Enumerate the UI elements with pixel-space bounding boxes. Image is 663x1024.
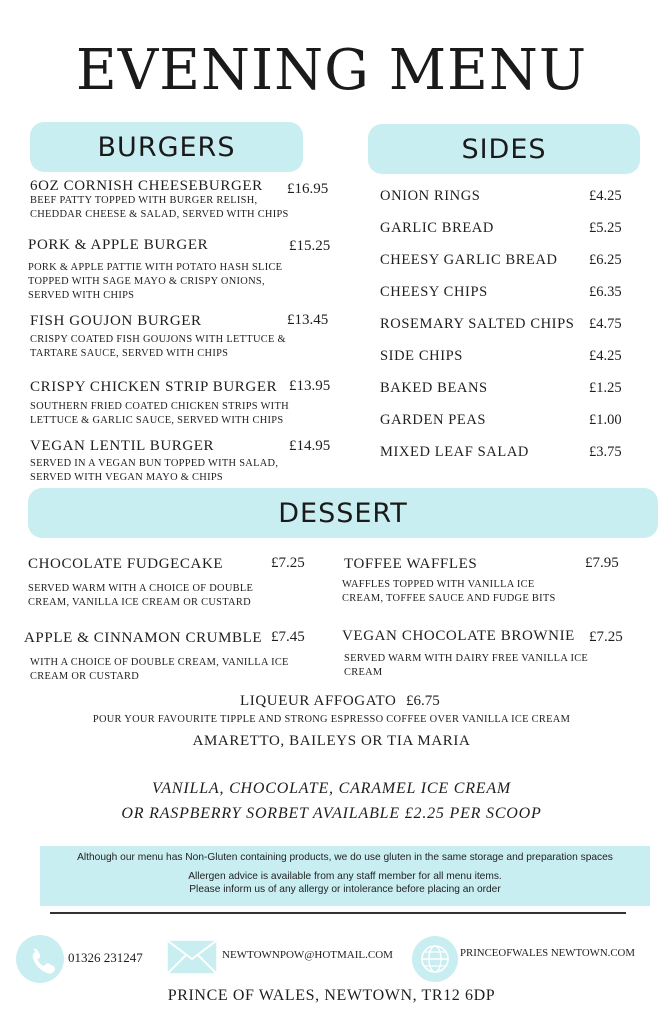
globe-icon [412, 936, 458, 982]
side-price: £1.25 [589, 380, 622, 396]
burger-price: £13.45 [287, 312, 329, 328]
burger-name: PORK & APPLE BURGER [28, 237, 209, 253]
phone-icon [16, 935, 64, 983]
side-name: MIXED LEAF SALAD [380, 444, 529, 460]
sides-heading: SIDES [368, 124, 640, 174]
side-name: GARLIC BREAD [380, 220, 494, 236]
side-name: GARDEN PEAS [380, 412, 487, 428]
affogato-price: £6.75 [406, 693, 440, 709]
dessert-name: CHOCOLATE FUDGECAKE [28, 556, 224, 572]
burger-price: £13.95 [289, 378, 331, 394]
burger-name: 6OZ CORNISH CHEESEBURGER [30, 178, 263, 194]
burger-price: £15.25 [289, 238, 331, 254]
dessert-name: TOFFEE WAFFLES [344, 556, 478, 572]
burger-price: £16.95 [287, 181, 329, 197]
burger-desc: PORK & APPLE PATTIE WITH POTATO HASH SLICE TOPPED WITH SAGE MAYO & CRISPY ONIONS, SERVED WITH CHIPS [28, 262, 283, 301]
website-link[interactable]: PRINCEOFWALES NEWTOWN.COM [460, 947, 635, 959]
affogato-desc: POUR YOUR FAVOURITE TIPPLE AND STRONG ESPRESSO COFFEE OVER VANILLA ICE CREAM [92, 714, 571, 725]
dessert-desc: WAFFLES TOPPED WITH VANILLA ICE CREAM, TOFFEE SAUCE AND FUDGE BITS [342, 579, 556, 604]
affogato-options: AMARETTO, BAILEYS OR TIA MARIA [192, 733, 471, 749]
burger-price: £14.95 [289, 438, 331, 454]
side-price: £5.25 [589, 220, 622, 236]
ice-cream-line-1: VANILLA, CHOCOLATE, CARAMEL ICE CREAM [151, 780, 512, 797]
side-name: CHEESY CHIPS [380, 284, 488, 300]
burger-desc: SERVED IN A VEGAN BUN TOPPED WITH SALAD, SERVED WITH VEGAN MAYO & CHIPS [30, 458, 279, 483]
side-name: CHEESY GARLIC BREAD [380, 252, 558, 268]
envelope-icon [166, 939, 218, 975]
allergen-line-2: Allergen advice is available from any staff member for all menu items. [188, 871, 502, 882]
dessert-name: VEGAN CHOCOLATE BROWNIE [342, 628, 575, 644]
side-price: £6.25 [589, 252, 622, 268]
address: PRINCE OF WALES, NEWTOWN, TR12 6DP [167, 987, 496, 1004]
divider [50, 912, 626, 914]
side-name: ONION RINGS [380, 188, 481, 204]
side-price: £4.25 [589, 188, 622, 204]
burger-name: FISH GOUJON BURGER [30, 313, 202, 329]
dessert-desc: SERVED WARM WITH A CHOICE OF DOUBLE CREAM, VANILLA ICE CREAM OR CUSTARD [28, 583, 254, 608]
dessert-price: £7.25 [271, 555, 305, 571]
side-price: £6.35 [589, 284, 622, 300]
allergen-line-3: Please inform us of any allergy or intolerance before placing an order [189, 884, 501, 895]
email-address[interactable]: NEWTOWNPOW@HOTMAIL.COM [222, 949, 393, 961]
side-price: £4.25 [589, 348, 622, 364]
dessert-price: £7.95 [585, 555, 619, 571]
phone-number[interactable]: 01326 231247 [68, 950, 143, 965]
dessert-price: £7.25 [589, 629, 623, 645]
side-name: SIDE CHIPS [380, 348, 463, 364]
burger-name: CRISPY CHICKEN STRIP BURGER [30, 379, 278, 395]
allergen-line-1: Although our menu has Non-Gluten containing products, we do use gluten in the same storage and preparation spaces [77, 852, 613, 863]
dessert-price: £7.45 [271, 629, 305, 645]
allergen-notice [40, 846, 650, 906]
side-name: BAKED BEANS [380, 380, 488, 396]
dessert-desc: SERVED WARM WITH DAIRY FREE VANILLA ICE CREAM [344, 653, 589, 678]
ice-cream-line-2: OR RASPBERRY SORBET AVAILABLE £2.25 PER SCOOP [121, 805, 542, 822]
burger-desc: BEEF PATTY TOPPED WITH BURGER RELISH, CHEDDAR CHEESE & SALAD, SERVED WITH CHIPS [30, 195, 289, 220]
menu-title: EVENING MENU [75, 38, 588, 103]
affogato-name: LIQUEUR AFFOGATO [240, 693, 397, 709]
burgers-heading: BURGERS [30, 122, 303, 172]
burger-name: VEGAN LENTIL BURGER [30, 438, 215, 454]
burger-desc: CRISPY COATED FISH GOUJONS WITH LETTUCE & TARTARE SAUCE, SERVED WITH CHIPS [30, 334, 286, 359]
dessert-heading: DESSERT [28, 488, 658, 538]
side-price: £1.00 [589, 412, 622, 428]
side-name: ROSEMARY SALTED CHIPS [380, 316, 575, 332]
burger-desc: SOUTHERN FRIED COATED CHICKEN STRIPS WITH LETTUCE & GARLIC SAUCE, SERVED WITH CHIPS [30, 401, 289, 426]
dessert-name: APPLE & CINNAMON CRUMBLE [24, 630, 263, 646]
side-price: £4.75 [589, 316, 622, 332]
dessert-desc: WITH A CHOICE OF DOUBLE CREAM, VANILLA ICE CREAM OR CUSTARD [30, 657, 289, 682]
side-price: £3.75 [589, 444, 622, 460]
